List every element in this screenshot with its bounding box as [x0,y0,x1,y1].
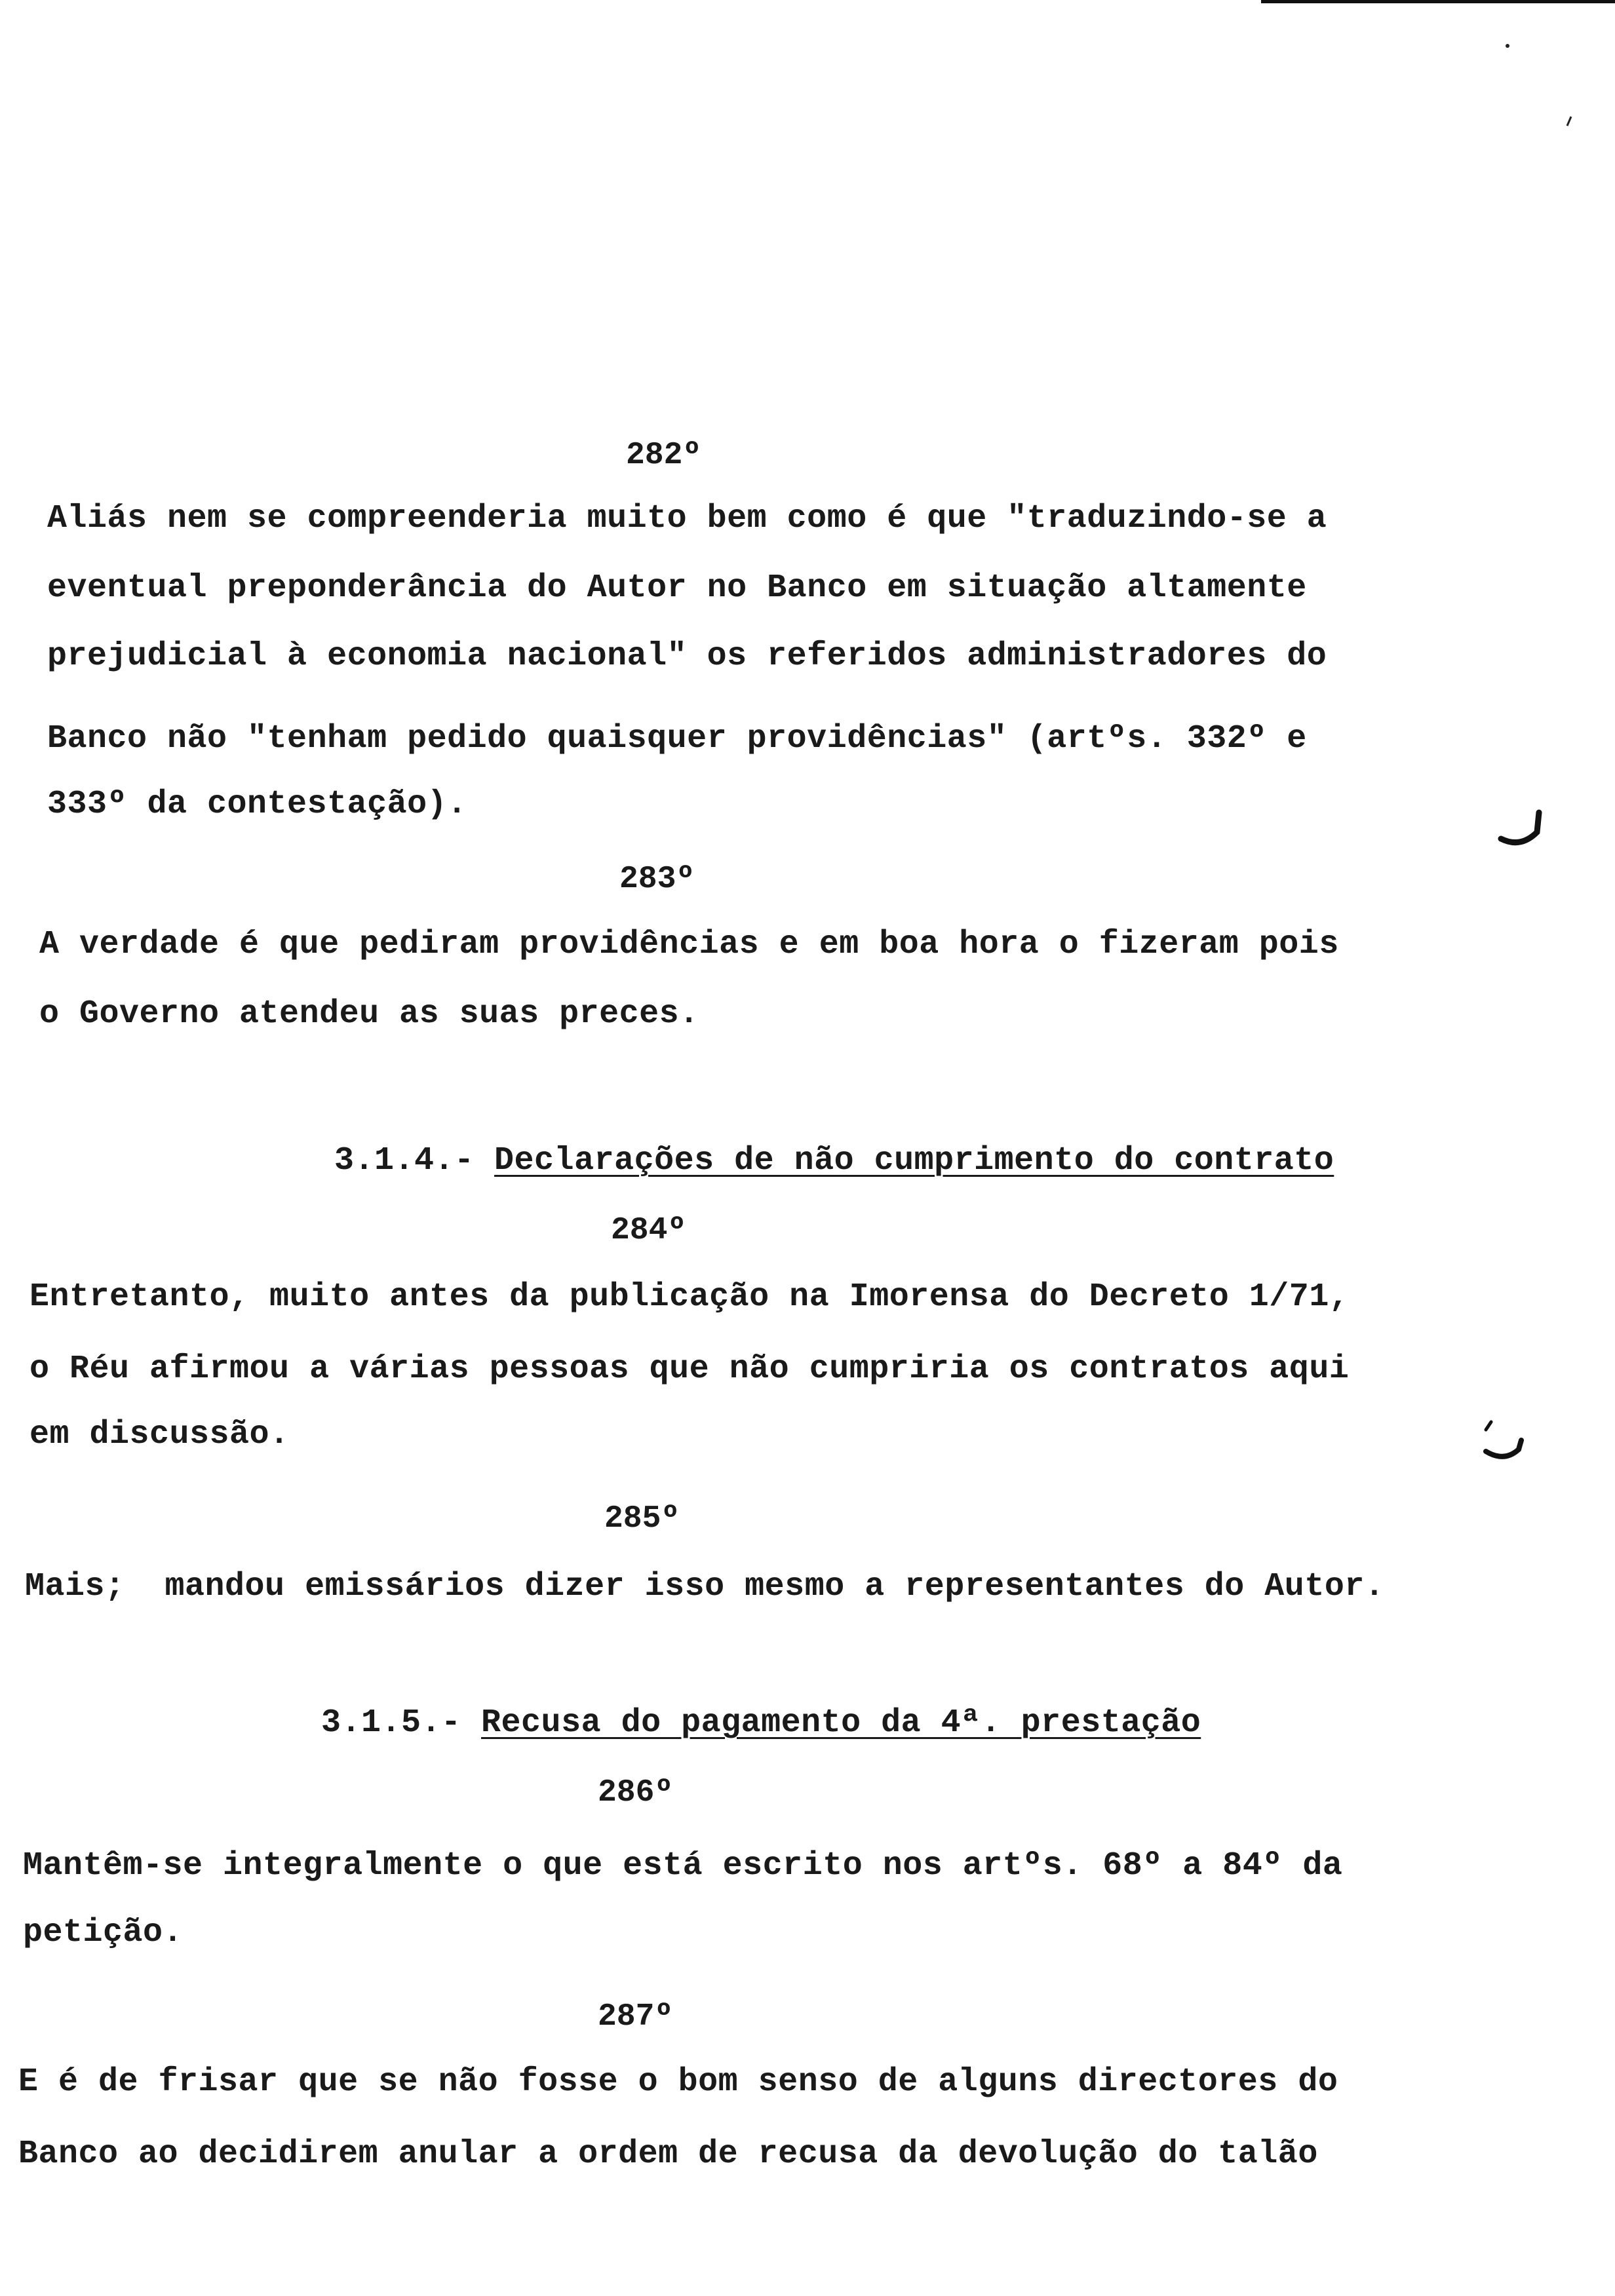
paragraph-number: 284º [611,1213,687,1248]
paragraph-line: o Governo atendeu as suas preces. [39,995,699,1033]
paragraph-line: em discussão. [29,1416,290,1453]
paragraph-line: Mantêm-se integralmente o que está escrito nos artºs. 68º a 84º da [23,1847,1343,1885]
paragraph-line: petição. [23,1914,184,1951]
paragraph-line: eventual preponderância do Autor no Banco em situação altamente [47,569,1307,607]
paragraph-line: o Réu afirmou a várias pessoas que não cumpriria os contratos aqui [29,1350,1350,1388]
section-number: 3.1.5.- [321,1704,482,1742]
speck-icon [1563,111,1576,131]
section-title: Recusa do pagamento da 4ª. prestação [481,1704,1201,1742]
paragraph-line: Mais; mandou emissários dizer isso mesmo a representantes do Autor. [25,1568,1385,1605]
section-heading [334,1141,1334,1181]
paragraph-line: Banco não "tenham pedido quaisquer providências" (artºs. 332º e [47,720,1307,757]
paragraph-line: prejudicial à economia nacional" os referidos administradores do [47,638,1327,675]
margin-mark-icon [1478,1415,1530,1468]
margin-mark-icon [1494,803,1547,849]
paragraph-number: 283º [619,862,695,897]
paragraph-number: 286º [598,1775,674,1810]
paragraph-line: Aliás nem se compreenderia muito bem como é que "traduzindo-se a [47,500,1327,537]
paragraph-line: 333º da contestação). [47,786,467,823]
section-number: 3.1.4.- [334,1142,495,1179]
paragraph-line: Banco ao decidirem anular a ordem de recusa da devolução do talão [18,2135,1318,2173]
speck-icon [1501,39,1514,52]
paragraph-number: 282º [626,438,702,473]
paragraph-number: 285º [604,1501,680,1537]
paragraph-line: E é de frisar que se não fosse o bom senso de alguns directores do [18,2063,1338,2101]
paragraph-line: Entretanto, muito antes da publicação na Imorensa do Decreto 1/71, [29,1278,1350,1316]
section-title: Declarações de não cumprimento do contrato [494,1142,1334,1179]
paragraph-line: A verdade é que pediram providências e em boa hora o fizeram pois [39,926,1339,963]
section-heading [321,1704,1201,1743]
top-edge-rule [1261,0,1615,3]
paragraph-number: 287º [598,1999,674,2035]
